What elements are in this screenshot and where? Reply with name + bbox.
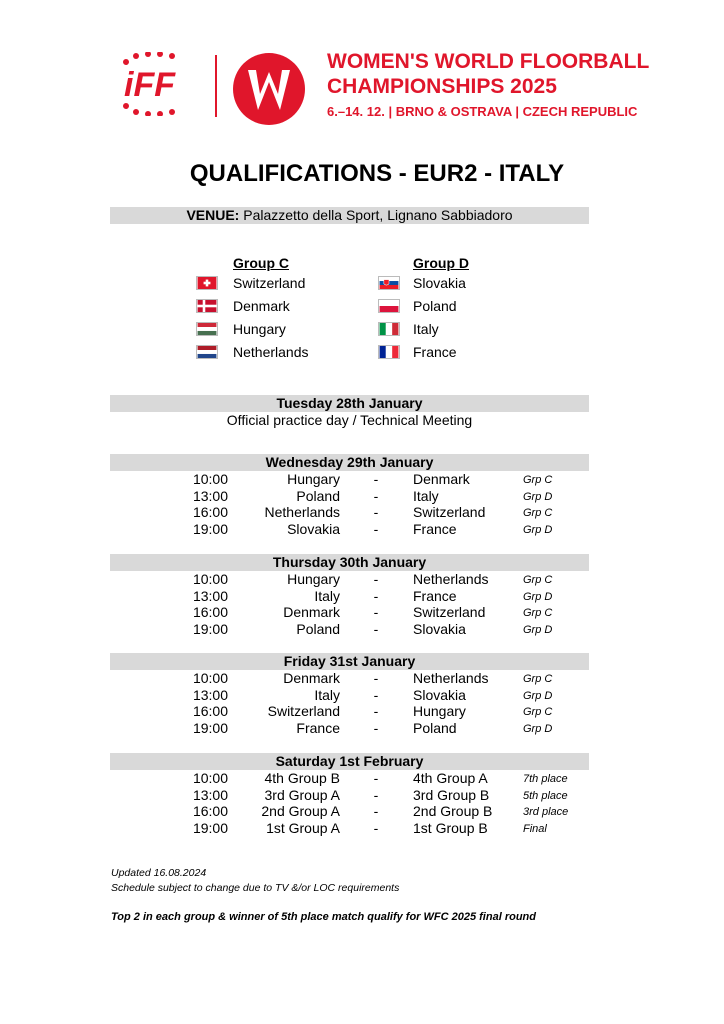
home-team: 4th Group B — [264, 770, 340, 786]
qualification-note: Top 2 in each group & winner of 5th place match qualify for WFC 2025 final round — [111, 911, 536, 923]
group-c-team: Hungary — [233, 321, 286, 337]
day-heading: Thursday 30th January — [272, 554, 427, 570]
away-team: Netherlands — [413, 571, 489, 587]
away-team: 3rd Group B — [413, 786, 490, 803]
away-team: Switzerland — [413, 604, 486, 621]
away-team: France — [413, 520, 457, 537]
match-group: Grp C — [523, 607, 553, 620]
match-group: Grp C — [523, 474, 553, 486]
home-team: Denmark — [283, 604, 340, 621]
day-heading: Saturday 1st February — [275, 753, 424, 769]
away-team: Hungary — [413, 703, 466, 720]
match-dash: - — [373, 770, 379, 786]
match-group: Grp C — [523, 706, 553, 719]
match-time: 19:00 — [192, 620, 228, 637]
match-time: 10:00 — [192, 670, 228, 686]
brand-line-3: 6.–14. 12. | BRNO & OSTRAVA | CZECH REPUBLIC — [327, 104, 638, 119]
away-team: Denmark — [413, 471, 470, 487]
away-team: Netherlands — [413, 670, 489, 686]
away-team: 4th Group A — [413, 770, 488, 786]
schedule-disclaimer: Schedule subject to change due to TV &/or LOC requirements — [111, 882, 400, 894]
switzerland-flag — [196, 276, 218, 290]
home-team: Slovakia — [287, 520, 340, 537]
match-dash: - — [373, 620, 379, 637]
match-time: 13:00 — [192, 686, 228, 703]
header-divider — [215, 55, 217, 117]
match-dash: - — [373, 786, 379, 803]
home-team: France — [296, 719, 340, 736]
match-time: 13:00 — [192, 786, 228, 803]
away-team: France — [413, 587, 457, 604]
home-team: Poland — [296, 487, 340, 504]
match-time: 13:00 — [192, 487, 228, 504]
match-time: 19:00 — [192, 819, 228, 836]
away-team: Switzerland — [413, 504, 486, 521]
home-team: Hungary — [287, 471, 340, 487]
day-heading: Friday 31st January — [283, 653, 416, 669]
iff-logo — [120, 52, 208, 116]
match-dash: - — [373, 819, 379, 836]
match-dash: - — [373, 686, 379, 703]
home-team: Hungary — [287, 571, 340, 587]
match-time: 13:00 — [192, 587, 228, 604]
venue-value: Palazzetto della Sport, Lignano Sabbiadoro — [239, 207, 513, 223]
match-group: Final — [523, 822, 547, 835]
match-dash: - — [373, 520, 379, 537]
group-c-team: Netherlands — [233, 344, 309, 360]
match-group: 3rd place — [523, 806, 569, 819]
denmark-flag — [196, 299, 218, 313]
home-team: Netherlands — [264, 504, 340, 521]
home-team: 1st Group A — [266, 819, 340, 836]
match-time: 19:00 — [192, 719, 228, 736]
france-flag — [378, 345, 400, 359]
home-team: Switzerland — [267, 703, 340, 720]
match-dash: - — [373, 604, 379, 621]
match-time: 16:00 — [192, 504, 228, 521]
match-dash: - — [373, 587, 379, 604]
match-dash: - — [373, 471, 379, 487]
match-dash: - — [373, 571, 379, 587]
match-group: Grp D — [523, 722, 553, 735]
home-team: Denmark — [283, 670, 340, 686]
away-team: 1st Group B — [413, 819, 488, 836]
match-dash: - — [373, 719, 379, 736]
home-team: Italy — [314, 686, 340, 703]
match-time: 10:00 — [192, 770, 228, 786]
group-c-team: Switzerland — [233, 275, 306, 291]
away-team: 2nd Group B — [413, 803, 493, 820]
match-time: 16:00 — [192, 604, 228, 621]
slovakia-flag — [378, 276, 400, 290]
away-team: Slovakia — [413, 620, 466, 637]
match-group: Grp D — [523, 623, 553, 636]
netherlands-flag — [196, 345, 218, 359]
iff-logo-text: iFF — [124, 66, 175, 104]
match-dash: - — [373, 803, 379, 820]
group-d-team: France — [413, 344, 457, 360]
match-time: 19:00 — [192, 520, 228, 537]
venue — [110, 207, 589, 224]
practice-day-note: Official practice day / Technical Meeting — [226, 412, 473, 428]
match-group: Grp C — [523, 673, 553, 685]
updated-note: Updated 16.08.2024 — [111, 867, 207, 879]
match-time: 10:00 — [192, 471, 228, 487]
wfc-w-logo — [232, 52, 306, 126]
hungary-flag — [196, 322, 218, 336]
match-group: Grp D — [523, 590, 553, 603]
match-dash: - — [373, 504, 379, 521]
match-dash: - — [373, 487, 379, 504]
away-team: Italy — [413, 487, 439, 504]
group-d-heading: Group D — [413, 255, 469, 271]
match-group: 5th place — [523, 789, 568, 802]
group-d-team: Italy — [413, 321, 439, 337]
poland-flag — [378, 299, 400, 313]
match-group: Grp C — [523, 507, 553, 520]
away-team: Poland — [413, 719, 457, 736]
match-dash: - — [373, 670, 379, 686]
home-team: Italy — [314, 587, 340, 604]
group-c-team: Denmark — [233, 298, 290, 314]
italy-flag — [378, 322, 400, 336]
match-time: 10:00 — [192, 571, 228, 587]
page-title: QUALIFICATIONS - EUR2 - ITALY — [189, 160, 565, 187]
match-group: Grp D — [523, 689, 553, 702]
match-time: 16:00 — [192, 803, 228, 820]
away-team: Slovakia — [413, 686, 466, 703]
match-group: Grp C — [523, 574, 553, 586]
brand-line-1: WOMEN'S WORLD FLOORBALL — [327, 50, 650, 73]
practice-day-heading: Tuesday 28th January — [276, 395, 423, 411]
match-group: Grp D — [523, 523, 553, 536]
day-heading: Wednesday 29th January — [265, 454, 434, 470]
match-dash: - — [373, 703, 379, 720]
group-d-team: Slovakia — [413, 275, 466, 291]
venue-label: VENUE: — [186, 207, 240, 223]
home-team: 2nd Group A — [261, 803, 340, 820]
home-team: Poland — [296, 620, 340, 637]
match-time: 16:00 — [192, 703, 228, 720]
home-team: 3rd Group A — [264, 786, 340, 803]
group-d-team: Poland — [413, 298, 457, 314]
match-group: 7th place — [523, 773, 568, 785]
match-group: Grp D — [523, 490, 553, 503]
group-c-heading: Group C — [233, 255, 289, 271]
brand-line-2: CHAMPIONSHIPS 2025 — [327, 75, 557, 98]
